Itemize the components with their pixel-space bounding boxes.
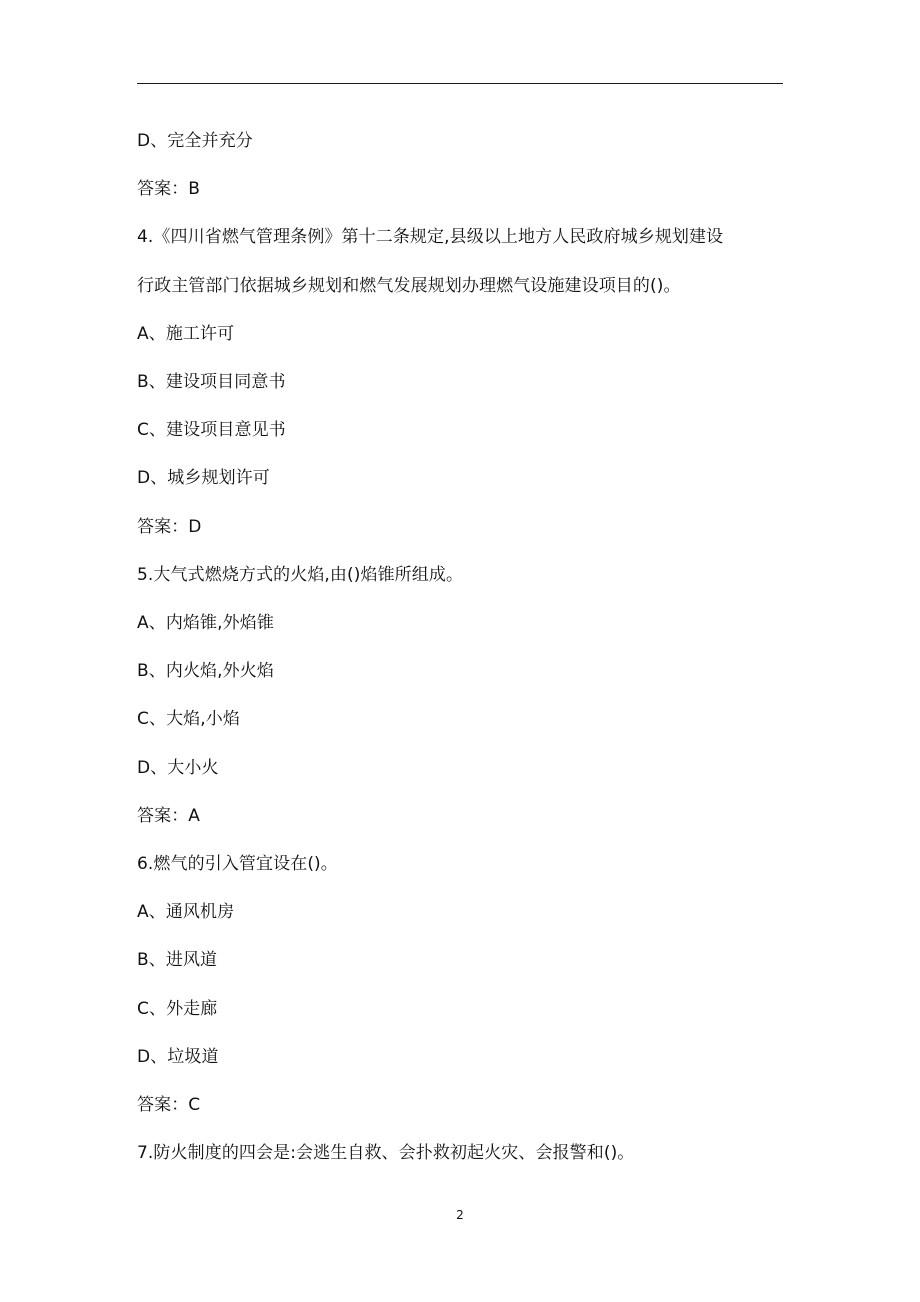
option-q6-c: C、外走廊	[137, 998, 218, 1019]
header-rule	[137, 83, 783, 84]
option-q4-a: A、施工许可	[137, 323, 235, 344]
option-q5-c: C、大焰,小焰	[137, 709, 240, 730]
option-q4-c: C、建设项目意见书	[137, 420, 286, 441]
question-7: 7.防火制度的四会是:会逃生自救、会扑救初起火灾、会报警和()。	[137, 1143, 635, 1164]
answer-q6: 答案：C	[137, 1095, 201, 1116]
option-q6-b: B、进风道	[137, 950, 218, 971]
page-number: 2	[456, 1208, 464, 1222]
option-q4-d: D、城乡规划许可	[137, 468, 270, 489]
answer-q5: 答案：A	[137, 805, 201, 826]
option-q6-a: A、通风机房	[137, 902, 235, 923]
option-q5-a: A、内焰锥,外焰锥	[137, 613, 274, 634]
question-6: 6.燃气的引入管宜设在()。	[137, 854, 338, 875]
question-4-line-1: 4.《四川省燃气管理条例》第十二条规定,县级以上地方人民政府城乡规划建设	[137, 227, 724, 248]
document-body	[137, 117, 797, 1177]
option-q5-b: B、内火焰,外火焰	[137, 661, 274, 682]
answer-q3: 答案：B	[137, 179, 201, 200]
option-q3-d: D、完全并充分	[137, 131, 253, 151]
question-5: 5.大气式燃烧方式的火焰,由()焰锥所组成。	[137, 564, 464, 585]
answer-q4: 答案：D	[137, 516, 202, 537]
question-4-line-2: 行政主管部门依据城乡规划和燃气发展规划办理燃气设施建设项目的()。	[137, 275, 681, 296]
option-q5-d: D、大小火	[137, 757, 219, 778]
option-q6-d: D、垃圾道	[137, 1046, 219, 1067]
option-q4-b: B、建设项目同意书	[137, 372, 286, 393]
